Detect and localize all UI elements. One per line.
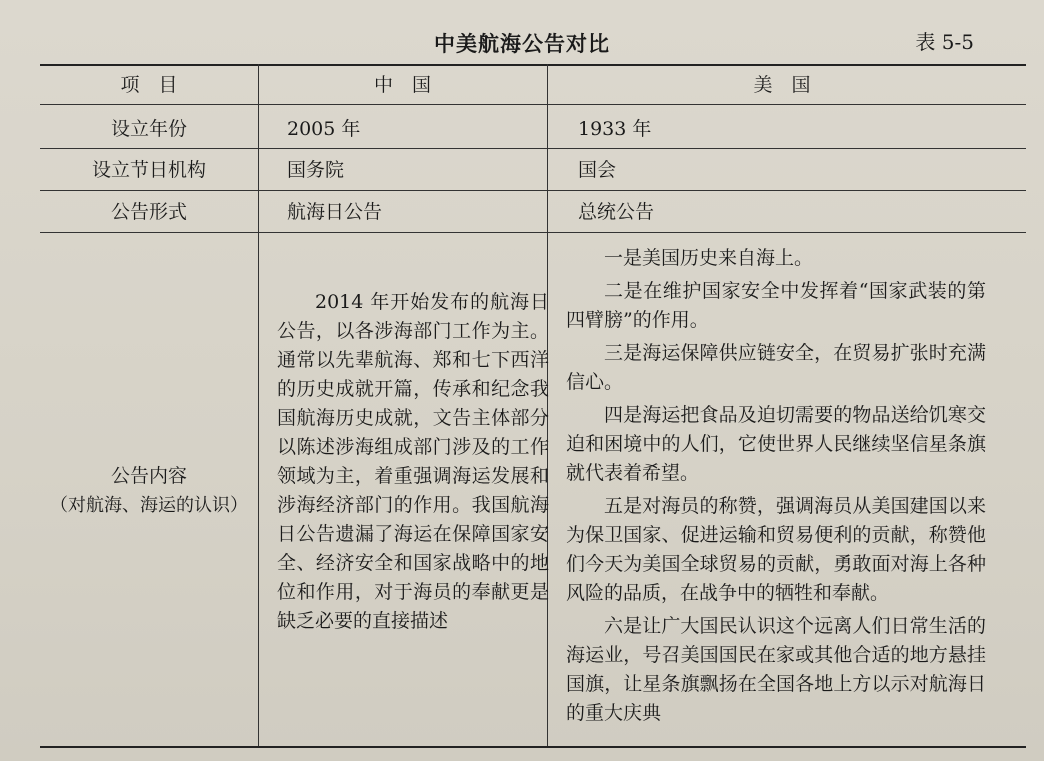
row-label: 设立节日机构 — [91, 159, 206, 181]
row-china: 航海日公告 — [287, 201, 383, 223]
china-content — [277, 288, 549, 636]
header-usa: 美 国 — [753, 74, 811, 96]
usa-point: 一是美国历史来自海上。 — [604, 247, 814, 269]
row-usa: 1933 年 — [578, 118, 652, 140]
header-divider — [40, 104, 1026, 105]
table-top-rule — [40, 64, 1026, 66]
table-number: 表 5-5 — [915, 30, 974, 54]
usa-point: 二是在维护国家安全中发挥着“国家武装的第四臂膀”的作用。 — [566, 280, 986, 331]
row-divider — [40, 148, 1026, 149]
content-label-sub: （对航海、海运的认识） — [50, 495, 248, 516]
usa-point: 六是让广大国民认识这个远离人们日常生活的海运业，号召美国国民在家或其他合适的地方悬挂国旗，让星条旗飘扬在全国各地上方以示对航海日的重大庆典 — [566, 615, 986, 724]
table-title: 中美航海公告对比 — [434, 32, 610, 56]
usa-point: 三是海运保障供应链安全，在贸易扩张时充满信心。 — [566, 342, 986, 393]
row-divider — [40, 190, 1026, 191]
row-label: 公告形式 — [110, 201, 187, 223]
usa-point: 五是对海员的称赞，强调海员从美国建国以来为保卫国家、促进运输和贸易便利的贡献，称赞他们今天为美国全球贸易的贡献，勇敢面对海上各种风险的品质，在战争中的牺牲和奉献。 — [566, 495, 986, 604]
row-label: 设立年份 — [110, 118, 187, 140]
header-item: 项 目 — [120, 74, 178, 96]
row-china: 国务院 — [287, 159, 345, 181]
china-content-text: 2014 年开始发布的航海日公告，以各涉海部门工作为主。通常以先辈航海、郑和七下西洋的历史成就开篇，传承和纪念我国航海历史成就，文告主体部分以陈述涉海组成部门涉及的工作领域为主，着重强调海运发展和涉海经济部门的作用。我国航海日公告遗漏了海运在保障国家安全、经济安全和国家战略中的地位和作用，对于海员的奉献更是缺乏必要的直接描述 — [277, 291, 549, 632]
row-usa: 国会 — [578, 159, 617, 181]
header-china: 中 国 — [373, 74, 431, 96]
usa-content — [566, 244, 986, 732]
row-usa: 总统公告 — [578, 201, 655, 223]
usa-point: 四是海运把食品及迫切需要的物品送给饥寒交迫和困境中的人们，它使世界人民继续坚信星条旗就代表着希望。 — [566, 404, 986, 484]
content-label: 公告内容 — [110, 465, 187, 487]
row-china: 2005 年 — [287, 118, 361, 140]
column-divider — [258, 64, 259, 746]
row-divider — [40, 232, 1026, 233]
table-bottom-rule — [40, 746, 1026, 748]
